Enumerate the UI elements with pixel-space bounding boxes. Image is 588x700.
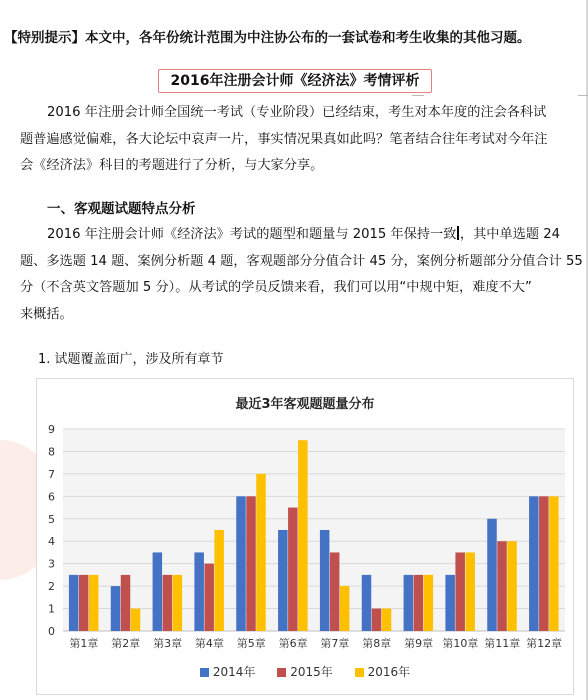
- text-cursor: [457, 226, 459, 240]
- x-tick-label: 第1章: [69, 637, 99, 650]
- bar-2015: [372, 609, 382, 631]
- x-tick-label: 第2章: [111, 637, 141, 650]
- bar-2016: [465, 552, 475, 631]
- x-tick-label: 第6章: [278, 637, 308, 650]
- intro-paragraph[interactable]: [20, 100, 580, 180]
- bar-2016: [173, 575, 183, 631]
- section-heading: 一、客观题试题特点分析: [47, 201, 196, 217]
- bar-chart[interactable]: [36, 378, 574, 695]
- bar-2014: [278, 530, 288, 631]
- legend-swatch: [277, 668, 286, 677]
- bar-2014: [320, 530, 330, 631]
- legend-label: 2016年: [367, 665, 411, 679]
- bar-2016: [340, 586, 350, 631]
- legend-swatch: [200, 668, 209, 677]
- x-tick-label: 第5章: [236, 637, 266, 650]
- legend-item-2014: [200, 663, 256, 680]
- bar-2014: [194, 552, 204, 631]
- bar-2015: [414, 575, 424, 631]
- legend-item-2015: [277, 663, 333, 680]
- legend-label: 2014年: [212, 665, 256, 679]
- section-line: 来概括。: [20, 306, 73, 322]
- bar-2015: [288, 508, 298, 631]
- bar-2016: [549, 496, 559, 631]
- y-tick-label: 3: [48, 557, 55, 571]
- bar-2016: [298, 440, 308, 631]
- margin-mark: [578, 95, 588, 96]
- x-tick-label: 第11章: [484, 637, 521, 650]
- intro-line: 题普遍感觉偏难，各大论坛中哀声一片，事实情况果真如此吗？笔者结合往年考试对今年注: [20, 131, 548, 147]
- bar-2014: [69, 575, 79, 631]
- bar-2015: [455, 552, 465, 631]
- bar-2014: [445, 575, 455, 631]
- bar-2016: [424, 575, 434, 631]
- bar-2014: [529, 496, 539, 631]
- section-paragraph[interactable]: [20, 222, 583, 328]
- x-tick-label: 第12章: [526, 637, 563, 650]
- bar-2015: [497, 541, 507, 631]
- text-after-cursor: ，其中单选题 24: [459, 227, 560, 242]
- bar-2014: [236, 496, 246, 631]
- legend-item-2016: [355, 663, 411, 680]
- section-line: 题、多选题 14 题、案例分析题 4 题，客观题部分分值合计 45 分，案例分析题部分分值合计 55: [20, 253, 583, 269]
- x-tick-label: 第3章: [153, 637, 183, 650]
- text-before-cursor: 2016 年注册会计师《经济法》考试的题型和题量与 2015 年保持一致: [47, 227, 457, 242]
- special-notice: 【特别提示】本文中，各年份统计范围为中注协公布的一套试卷和考生收集的其他习题。: [4, 30, 531, 46]
- bar-2015: [121, 575, 131, 631]
- bar-2014: [111, 586, 121, 631]
- bar-2015: [246, 496, 256, 631]
- bar-2014: [153, 552, 163, 631]
- y-tick-label: 5: [48, 512, 55, 526]
- intro-line: 会《经济法》科目的考题进行了分析，与大家分享。: [20, 158, 324, 173]
- list-item: 1. 试题覆盖面广，涉及所有章节: [38, 352, 224, 367]
- bar-2015: [539, 496, 549, 631]
- x-tick-label: 第10章: [442, 637, 479, 650]
- bar-2014: [404, 575, 414, 631]
- section-line: [20, 222, 580, 249]
- chart-legend: [37, 663, 573, 680]
- y-tick-label: 0: [48, 625, 55, 638]
- section-line: 分（不含英文答题加 5 分）。从考试的学员反馈来看，我们可以用“中规中矩，难度不大”: [20, 280, 532, 295]
- article-title[interactable]: 2016年注册会计师《经济法》考情评析: [158, 69, 432, 93]
- y-tick-label: 1: [48, 602, 55, 616]
- bar-2015: [204, 564, 214, 631]
- intro-line: 2016 年注册会计师全国统一考试（专业阶段）已经结束，考生对本年度的注会各科试: [47, 105, 547, 120]
- bar-2016: [382, 609, 392, 631]
- y-tick-label: 9: [48, 423, 55, 436]
- margin-mark: [412, 95, 424, 96]
- bar-2015: [330, 552, 340, 631]
- chart-canvas: [37, 379, 573, 694]
- bar-2014: [362, 575, 372, 631]
- x-tick-label: 第7章: [320, 637, 350, 650]
- y-tick-label: 2: [48, 580, 55, 594]
- chart-title: 最近3年客观题题量分布: [235, 397, 375, 412]
- bar-2016: [507, 541, 517, 631]
- x-tick-label: 第8章: [362, 637, 392, 650]
- legend-label: 2015年: [290, 665, 333, 679]
- bar-2016: [131, 609, 141, 631]
- y-tick-label: 6: [48, 490, 55, 504]
- x-tick-label: 第4章: [194, 637, 224, 650]
- y-tick-label: 7: [48, 467, 55, 481]
- bar-2016: [256, 474, 266, 631]
- x-tick-label: 第9章: [404, 637, 434, 650]
- bar-2016: [89, 575, 99, 631]
- bar-2014: [487, 519, 497, 631]
- bar-2015: [163, 575, 173, 631]
- y-tick-label: 8: [48, 445, 55, 459]
- bar-2016: [214, 530, 224, 631]
- legend-swatch: [355, 668, 364, 677]
- bar-2015: [79, 575, 89, 631]
- y-tick-label: 4: [48, 535, 55, 549]
